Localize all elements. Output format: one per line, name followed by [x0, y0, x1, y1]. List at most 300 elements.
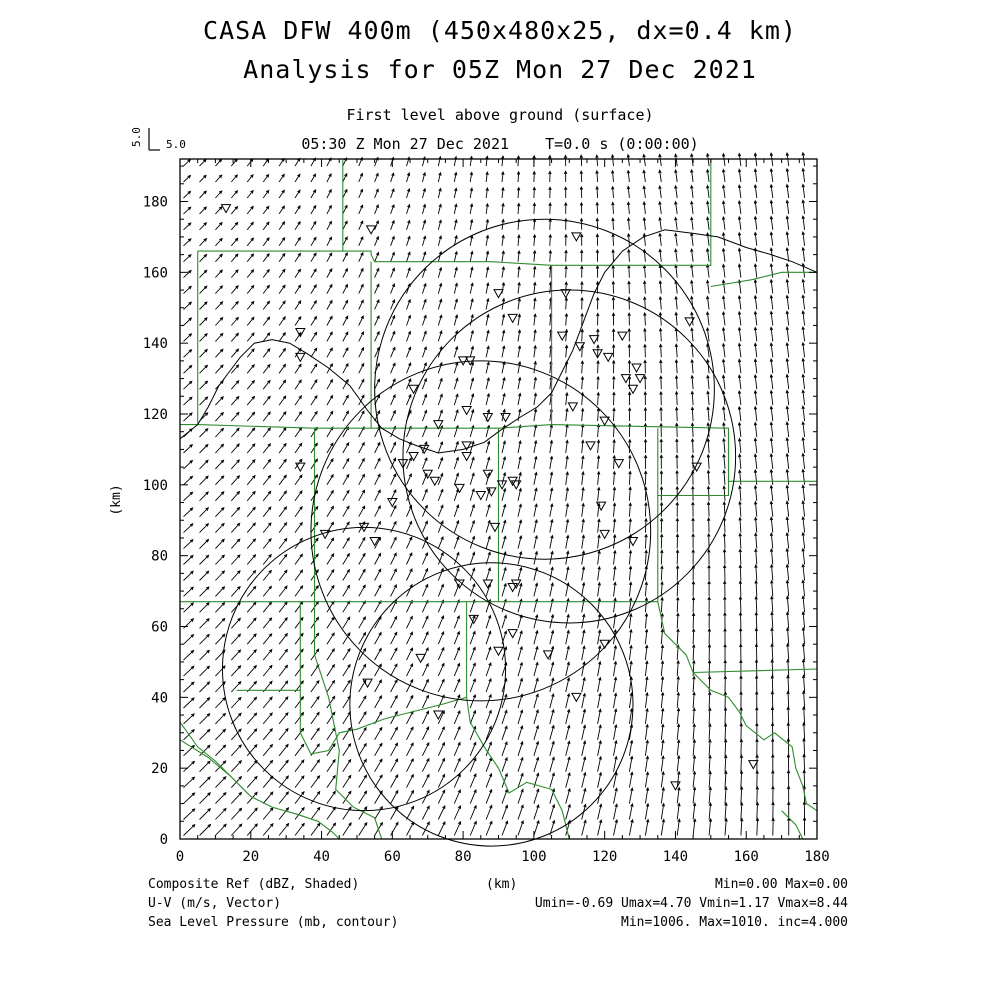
wind-vector — [770, 327, 773, 341]
radar-site-marker — [416, 654, 425, 662]
wind-vector — [375, 316, 380, 326]
wind-vector — [660, 519, 663, 533]
wind-vector — [422, 173, 425, 182]
wind-vector — [802, 248, 805, 262]
wind-vector — [247, 729, 257, 740]
wind-vector — [263, 729, 272, 740]
wind-vector — [486, 568, 490, 581]
wind-vector — [184, 239, 191, 246]
wind-vector — [502, 204, 505, 214]
wind-vector — [295, 380, 301, 389]
wind-vector — [645, 756, 648, 771]
wind-vector — [612, 329, 615, 341]
wind-vector — [802, 438, 805, 453]
wind-vector — [614, 677, 617, 692]
wind-vector — [550, 662, 554, 676]
wind-vector — [247, 587, 256, 597]
wind-vector — [391, 252, 395, 261]
wind-vector — [597, 393, 600, 406]
wind-vector — [279, 586, 287, 596]
wind-vector — [786, 216, 789, 230]
wind-vector — [215, 444, 223, 453]
wind-vector — [691, 170, 694, 182]
wind-vector — [597, 313, 600, 325]
wind-vector — [566, 472, 569, 485]
wind-vector — [581, 282, 584, 294]
wind-vector — [200, 524, 209, 533]
wind-vector — [614, 709, 617, 724]
wind-vector — [470, 426, 474, 437]
wind-vector — [184, 492, 193, 501]
wind-vector — [391, 332, 395, 342]
wind-vector — [517, 204, 520, 214]
wind-vector — [438, 664, 444, 677]
wind-vector — [614, 820, 618, 836]
wind-vector — [756, 771, 759, 788]
wind-vector — [677, 661, 680, 676]
wind-vector — [184, 445, 193, 453]
wind-vector — [470, 663, 475, 676]
wind-vector — [802, 580, 805, 596]
legend-pressure: Sea Level Pressure (mb, contour) — [148, 915, 399, 930]
wind-vector — [581, 377, 584, 389]
wind-vector — [438, 442, 442, 453]
wind-vector — [691, 233, 694, 246]
wind-range: Umin=-0.69 Umax=4.70 Vmin=1.17 Vmax=8.44 — [534, 896, 848, 911]
wind-vector — [725, 803, 728, 820]
wind-vector — [263, 190, 269, 198]
wind-vector — [231, 555, 240, 565]
wind-vector — [534, 663, 538, 677]
wind-vector — [407, 205, 410, 214]
wind-vector — [422, 521, 427, 532]
wind-vector — [708, 645, 711, 660]
wind-vector — [754, 407, 757, 421]
wind-vector — [422, 680, 428, 693]
county-boundary-line — [180, 428, 315, 602]
wind-vector — [644, 360, 647, 373]
wind-vector — [566, 646, 570, 660]
wind-vector — [184, 461, 193, 469]
wind-vector — [740, 803, 743, 820]
wind-vector — [279, 206, 284, 214]
wind-vector — [787, 691, 790, 708]
wind-vector — [534, 599, 538, 612]
wind-vector — [549, 171, 552, 182]
wind-vector — [184, 223, 191, 230]
wind-vector — [772, 755, 775, 772]
wind-vector — [279, 317, 285, 326]
wind-vector — [454, 695, 460, 708]
wind-vector — [677, 803, 680, 819]
wind-vector — [659, 281, 662, 294]
wind-vector — [375, 743, 382, 755]
wind-vector — [359, 728, 366, 740]
wind-vector — [311, 269, 316, 278]
wind-vector — [486, 315, 489, 326]
wind-vector — [263, 159, 268, 166]
wind-vector — [231, 793, 241, 804]
wind-vector — [422, 775, 429, 788]
wind-vector — [691, 202, 694, 214]
wind-vector — [597, 424, 600, 437]
wind-vector — [675, 218, 678, 230]
wind-vector — [771, 660, 774, 676]
wind-vector — [723, 470, 726, 484]
wind-vector — [770, 217, 773, 230]
wind-vector — [231, 634, 240, 644]
wind-vector — [534, 457, 537, 469]
wind-vector — [247, 460, 255, 469]
wind-vector — [533, 251, 536, 262]
wind-vector — [582, 599, 585, 613]
wind-vector — [502, 283, 505, 294]
wind-vector — [231, 492, 239, 501]
wind-vector — [740, 771, 743, 788]
wind-vector — [739, 518, 742, 533]
wind-vector — [438, 806, 445, 820]
wind-vector — [231, 381, 238, 389]
wind-vector — [770, 486, 773, 501]
wind-vector — [359, 569, 365, 580]
wind-vector — [263, 602, 271, 612]
wind-vector — [407, 775, 414, 788]
wind-vector — [295, 570, 303, 580]
wind-vector — [422, 236, 425, 246]
wind-vector — [486, 616, 491, 629]
wind-vector — [725, 787, 728, 804]
wind-vector — [391, 585, 397, 597]
wind-vector — [803, 707, 806, 724]
wind-vector — [659, 329, 662, 342]
wind-vector — [502, 441, 506, 453]
wind-vector — [391, 221, 395, 230]
wind-vector — [279, 333, 285, 342]
wind-vector — [722, 344, 725, 358]
wind-vector — [661, 550, 664, 564]
wind-vector — [738, 375, 741, 389]
wind-vector — [518, 330, 521, 341]
legend-reflectivity: Composite Ref (dBZ, Shaded) — [148, 877, 360, 892]
reference-vector — [130, 127, 186, 151]
wind-vector — [470, 505, 474, 517]
wind-vector — [407, 331, 411, 341]
wind-vector — [741, 819, 744, 836]
wind-vector — [215, 619, 224, 629]
wind-vector — [407, 743, 414, 756]
wind-vector — [311, 301, 316, 310]
wind-vector — [422, 189, 425, 198]
wind-vector — [263, 586, 271, 596]
wind-vector — [327, 760, 335, 772]
wind-vector — [375, 696, 382, 708]
wind-vector — [470, 552, 475, 564]
wind-vector — [677, 819, 680, 835]
wind-vector — [707, 186, 710, 199]
wind-vector — [184, 761, 195, 771]
wind-vector — [517, 188, 520, 198]
wind-vector — [422, 806, 429, 819]
radar-site-marker — [600, 530, 609, 538]
wind-vector — [327, 459, 333, 469]
wind-vector — [614, 693, 617, 708]
wind-vector — [738, 154, 741, 167]
wind-vector — [707, 376, 710, 390]
wind-vector — [343, 443, 349, 453]
wind-vector — [754, 233, 757, 246]
wind-vector — [375, 205, 379, 214]
wind-vector — [675, 265, 678, 278]
wind-vector — [677, 788, 680, 804]
wind-vector — [740, 787, 743, 804]
wind-vector — [582, 662, 586, 676]
wind-vector — [550, 488, 553, 501]
wind-vector — [803, 755, 806, 772]
wind-vector — [359, 284, 363, 293]
wind-vector — [200, 714, 210, 724]
wind-vector — [200, 270, 207, 277]
wind-vector — [422, 379, 426, 390]
wind-vector — [740, 724, 743, 740]
wind-vector — [739, 549, 742, 564]
wind-vector — [754, 423, 757, 438]
wind-vector — [279, 459, 286, 469]
wind-vector — [422, 205, 425, 214]
reference-vector-label: 5.0 — [130, 127, 143, 147]
wind-vector — [724, 692, 727, 708]
wind-vector — [709, 708, 712, 724]
wind-vector — [184, 508, 193, 517]
wind-vector — [518, 615, 522, 628]
wind-vector — [486, 362, 489, 373]
wind-vector — [614, 646, 617, 660]
wind-vector — [770, 549, 773, 565]
wind-vector — [343, 665, 350, 677]
wind-vector — [754, 264, 757, 277]
wind-vector — [375, 648, 382, 660]
wind-vector — [582, 614, 585, 628]
wind-vector — [534, 409, 537, 421]
wind-vector — [247, 444, 255, 453]
wind-vector — [200, 255, 207, 262]
wind-vector — [454, 426, 458, 437]
wind-vector — [722, 328, 725, 342]
wind-vector — [279, 238, 285, 246]
wind-vector — [438, 157, 441, 166]
wind-vector — [502, 774, 507, 788]
wind-vector — [675, 249, 678, 262]
wind-vector — [454, 268, 457, 278]
time-label: 05:30 Z Mon 27 Dec 2021 T=0.0 s (0:00:00) — [301, 135, 699, 153]
radar-site-marker — [614, 460, 623, 468]
wind-vector — [470, 394, 474, 405]
wind-vector — [738, 296, 741, 310]
wind-vector — [582, 535, 585, 548]
wind-vector — [391, 506, 396, 517]
wind-vector — [184, 286, 192, 293]
wind-vector — [582, 694, 586, 708]
wind-vector — [597, 456, 600, 469]
wind-vector — [375, 759, 382, 772]
wind-vector — [422, 347, 426, 357]
wind-vector — [231, 745, 241, 756]
wind-vector — [787, 660, 790, 676]
wind-vector — [770, 185, 773, 198]
wind-vector — [723, 486, 726, 501]
wind-vector — [375, 458, 380, 469]
wind-vector — [359, 759, 367, 771]
wind-vector — [693, 692, 696, 708]
radar-site-marker — [604, 353, 613, 361]
radar-site-marker — [462, 453, 471, 461]
radar-site-marker — [632, 364, 641, 372]
wind-vector — [707, 439, 710, 453]
wind-vector — [534, 678, 538, 692]
wind-vector — [391, 316, 395, 326]
wind-vector — [486, 631, 491, 644]
wind-vector — [263, 666, 272, 677]
wind-vector — [802, 565, 805, 581]
wind-vector — [566, 694, 570, 708]
wind-vector — [391, 300, 395, 310]
wind-vector — [502, 615, 507, 628]
wind-vector — [518, 251, 521, 262]
wind-vector — [486, 378, 489, 389]
wind-vector — [691, 423, 694, 437]
wind-vector — [502, 457, 506, 469]
wind-vector — [518, 679, 523, 693]
wind-vector — [518, 710, 523, 724]
wind-vector — [787, 676, 790, 693]
wind-vector — [643, 202, 646, 214]
wind-vector — [628, 297, 631, 309]
wind-vector — [645, 740, 648, 755]
wind-vector — [407, 601, 413, 613]
wind-vector — [263, 713, 272, 724]
wind-vector — [263, 396, 270, 405]
wind-vector — [391, 712, 398, 724]
wind-vector — [359, 601, 366, 612]
wind-vector — [770, 391, 773, 405]
wind-vector — [803, 770, 806, 787]
wind-vector — [231, 808, 241, 819]
wind-vector — [802, 422, 805, 437]
wind-vector — [454, 616, 459, 628]
wind-vector — [691, 217, 694, 229]
wind-vector — [327, 348, 332, 357]
wind-vector — [629, 630, 632, 644]
wind-vector — [754, 454, 757, 469]
wind-vector — [343, 269, 348, 278]
wind-vector — [676, 518, 679, 532]
wind-vector — [738, 391, 741, 405]
wind-vector — [375, 490, 381, 501]
wind-vector — [215, 777, 225, 788]
wind-vector — [598, 598, 601, 612]
wind-vector — [645, 535, 648, 549]
wind-vector — [738, 359, 741, 373]
wind-vector — [770, 438, 773, 453]
wind-vector — [786, 517, 789, 532]
wind-vector — [263, 776, 273, 787]
wind-vector — [534, 441, 537, 453]
wind-vector — [629, 788, 633, 804]
wind-vector — [184, 651, 194, 661]
wind-vector — [660, 455, 663, 469]
wind-vector — [200, 445, 208, 454]
wind-vector — [786, 501, 789, 516]
wind-vector — [454, 711, 460, 724]
wind-vector — [438, 315, 442, 325]
wind-vector — [629, 756, 633, 771]
wind-vector — [231, 207, 237, 214]
wind-vector — [693, 772, 696, 788]
wind-vector — [311, 332, 317, 341]
wind-vector — [566, 599, 570, 613]
wind-vector — [343, 823, 351, 836]
wind-vector — [549, 187, 552, 198]
wind-vector — [184, 714, 195, 724]
wind-vector — [802, 390, 805, 405]
wind-vector — [391, 173, 394, 182]
wind-vector — [247, 713, 256, 724]
wind-vector — [675, 392, 678, 405]
wind-vector — [582, 773, 586, 788]
wind-vector — [343, 601, 350, 612]
wind-vector — [247, 175, 253, 182]
wind-vector — [598, 725, 602, 740]
wind-vector — [613, 392, 616, 405]
wind-vector — [295, 697, 303, 708]
wind-vector — [691, 439, 694, 453]
wind-vector — [772, 771, 775, 788]
wind-vector — [691, 328, 694, 341]
radar-site-marker — [370, 538, 379, 546]
wind-vector — [375, 680, 382, 692]
radar-range-ring — [403, 290, 736, 623]
wind-vector — [582, 440, 585, 453]
wind-vector — [184, 777, 195, 787]
wind-vector — [438, 474, 443, 485]
wind-vector — [644, 471, 647, 485]
wind-vector — [327, 649, 334, 660]
wind-vector — [422, 315, 426, 325]
wind-vector — [675, 186, 678, 198]
wind-vector — [200, 429, 208, 437]
wind-vector — [643, 170, 646, 182]
wind-vector — [661, 645, 664, 660]
wind-vector — [787, 786, 790, 803]
wind-vector-field — [184, 153, 806, 836]
wind-vector — [582, 519, 585, 532]
wind-vector — [691, 455, 694, 469]
wind-vector — [709, 756, 712, 772]
wind-vector — [295, 222, 300, 230]
wind-vector — [184, 350, 192, 358]
wind-vector — [644, 345, 647, 358]
wind-vector — [754, 391, 757, 405]
wind-vector — [486, 695, 491, 708]
wind-vector — [628, 281, 631, 293]
wind-vector — [740, 739, 743, 755]
wind-vector — [438, 410, 442, 421]
wind-vector — [724, 645, 727, 661]
wind-vector — [566, 726, 570, 740]
wind-vector — [391, 791, 398, 804]
wind-vector — [550, 457, 553, 469]
wind-vector — [279, 507, 286, 517]
wind-vector — [407, 553, 412, 565]
